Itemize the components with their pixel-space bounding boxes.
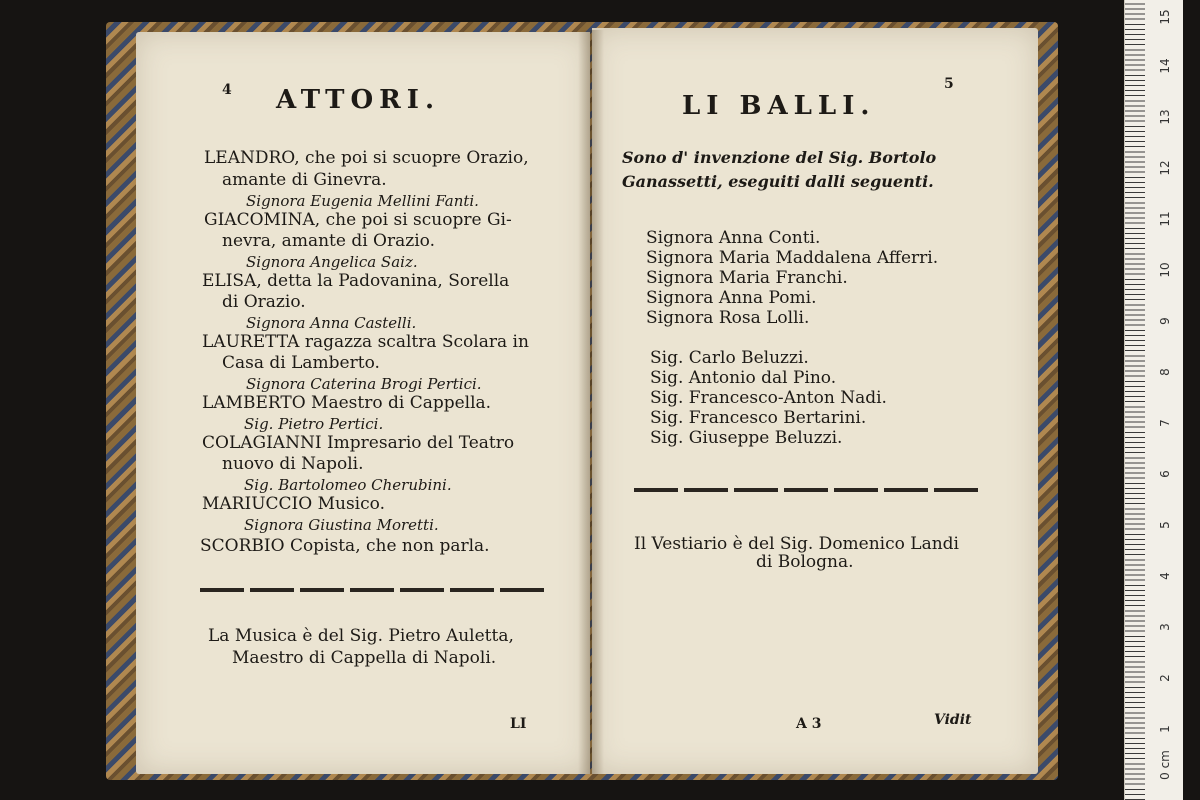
cast-line: LAURETTA ragazza scaltra Scolara in bbox=[202, 332, 529, 352]
dancer-male: Sig. Francesco-Anton Nadi. bbox=[650, 388, 887, 408]
cast-performer: Signora Anna Castelli. bbox=[246, 314, 417, 332]
cast-performer: Signora Angelica Saiz. bbox=[246, 253, 418, 271]
ruler-number: 6 bbox=[1158, 470, 1172, 478]
ruler-number: 12 bbox=[1158, 160, 1172, 176]
right-signature: A 3 bbox=[796, 716, 822, 732]
cast-performer: Signora Eugenia Mellini Fanti. bbox=[246, 192, 479, 210]
cast-line: ELISA, detta la Padovanina, Sorella bbox=[202, 271, 510, 291]
ruler-number: 13 bbox=[1158, 109, 1172, 125]
cast-line: nuovo di Napoli. bbox=[222, 454, 364, 474]
ruler-number: 10 bbox=[1158, 262, 1172, 278]
cast-performer: Sig. Pietro Pertici. bbox=[244, 415, 384, 433]
cast-line: MARIUCCIO Musico. bbox=[202, 494, 385, 514]
ruler-number: 0 cm bbox=[1158, 750, 1172, 780]
cast-performer: Sig. Bartolomeo Cherubini. bbox=[244, 476, 452, 494]
ruler-number: 15 bbox=[1158, 9, 1172, 25]
dancer-male: Sig. Francesco Bertarini. bbox=[650, 408, 867, 428]
left-page-title: ATTORI. bbox=[276, 85, 440, 115]
left-divider bbox=[200, 588, 546, 592]
right-page-number: 5 bbox=[944, 76, 954, 92]
dancer-male: Sig. Antonio dal Pino. bbox=[650, 368, 837, 388]
ruler-number: 11 bbox=[1158, 211, 1172, 227]
cast-line: di Orazio. bbox=[222, 292, 306, 312]
ruler-number: 5 bbox=[1158, 521, 1172, 529]
music-credit-line2: Maestro di Cappella di Napoli. bbox=[232, 648, 497, 668]
ruler-number: 8 bbox=[1158, 368, 1172, 376]
cast-line: LAMBERTO Maestro di Cappella. bbox=[202, 393, 492, 413]
ruler-number: 4 bbox=[1158, 572, 1172, 580]
dancer-male: Sig. Giuseppe Beluzzi. bbox=[650, 428, 843, 448]
cast-line: amante di Ginevra. bbox=[222, 170, 387, 190]
ruler-number: 1 bbox=[1158, 725, 1172, 733]
dancer-female: Signora Anna Pomi. bbox=[646, 288, 817, 308]
right-divider bbox=[634, 488, 978, 492]
costume-credit-line2: di Bologna. bbox=[756, 552, 854, 572]
ruler-number: 14 bbox=[1158, 58, 1172, 74]
right-page-title: LI BALLI. bbox=[682, 91, 876, 121]
cast-line: LEANDRO, che poi si scuopre Orazio, bbox=[204, 148, 529, 168]
ruler-number: 2 bbox=[1158, 674, 1172, 682]
ballet-intro-line1: Sono d' invenzione del Sig. Bortolo bbox=[622, 148, 937, 167]
ruler-ticks bbox=[1125, 0, 1145, 800]
music-credit-line1: La Musica è del Sig. Pietro Auletta, bbox=[208, 626, 514, 646]
cast-line: Casa di Lamberto. bbox=[222, 353, 380, 373]
ruler-number: 9 bbox=[1158, 317, 1172, 325]
catchword: Vidit bbox=[934, 712, 972, 728]
cast-performer: Signora Giustina Moretti. bbox=[244, 516, 439, 534]
ruler-number: 3 bbox=[1158, 623, 1172, 631]
dancer-female: Signora Rosa Lolli. bbox=[646, 308, 810, 328]
ruler-number: 7 bbox=[1158, 419, 1172, 427]
ballet-intro-line2: Ganassetti, eseguiti dalli seguenti. bbox=[622, 172, 934, 191]
cast-last-line: SCORBIO Copista, che non parla. bbox=[200, 536, 490, 556]
dancer-female: Signora Maria Franchi. bbox=[646, 268, 848, 288]
costume-credit-line1: Il Vestiario è del Sig. Domenico Landi bbox=[634, 534, 959, 554]
left-signature: LI bbox=[510, 716, 527, 732]
left-page-number: 4 bbox=[222, 82, 232, 98]
dancer-female: Signora Maria Maddalena Afferri. bbox=[646, 248, 939, 268]
cast-line: COLAGIANNI Impresario del Teatro bbox=[202, 433, 515, 453]
book-gutter bbox=[578, 30, 604, 774]
dancer-male: Sig. Carlo Beluzzi. bbox=[650, 348, 809, 368]
measuring-ruler bbox=[1124, 0, 1183, 800]
cast-line: GIACOMINA, che poi si scuopre Gi- bbox=[204, 210, 512, 230]
cast-performer: Signora Caterina Brogi Pertici. bbox=[246, 375, 482, 393]
dancer-female: Signora Anna Conti. bbox=[646, 228, 821, 248]
cast-line: nevra, amante di Orazio. bbox=[222, 231, 435, 251]
